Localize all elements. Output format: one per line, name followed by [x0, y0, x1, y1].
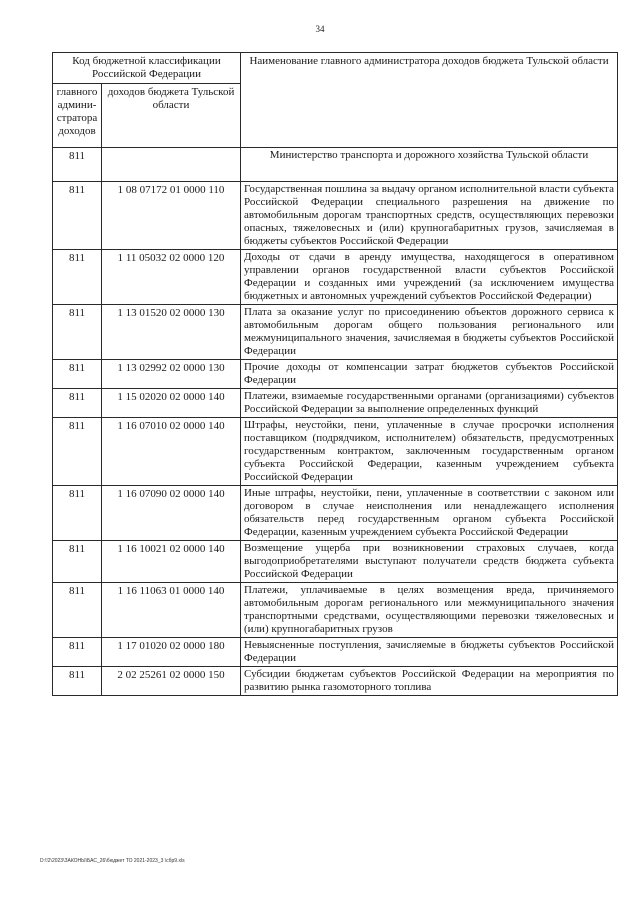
revenue-code-cell: 1 11 05032 02 0000 120 [102, 250, 241, 305]
table-row [53, 418, 618, 486]
section-row [53, 148, 618, 182]
revenue-name-cell: Возмещение ущерба при возникновении страховых случаев, когда выгодоприобретателями выступают получатели средств бюджета субъекта Российской Федерации [241, 541, 618, 583]
revenue-name-cell: Иные штрафы, неустойки, пени, уплаченные в соответствии с законом или договором в случае неисполнения или ненадлежащего исполнения обязательств перед государственным органом субъекта Российской Федерации, казенным учреждением субъекта Российской Федерации [241, 486, 618, 541]
admin-code-cell: 811 [53, 583, 102, 638]
revenue-code-cell: 1 16 07090 02 0000 140 [102, 486, 241, 541]
section-admin-code: 811 [53, 148, 102, 182]
admin-code-cell: 811 [53, 182, 102, 250]
revenue-code-header: доходов бюджета Тульской области [102, 84, 241, 148]
page-number: 34 [315, 24, 325, 34]
admin-code-cell: 811 [53, 389, 102, 418]
revenue-name-cell: Штрафы, неустойки, пени, уплаченные в случае просрочки исполнения поставщиком (подрядчиком, исполнителем) обязательств, предусмотренных государственным контрактом, заключенным государственным органом субъекта Российской Федерации, казенным учреждением субъекта Российской Федерации [241, 418, 618, 486]
revenue-code-cell: 1 13 02992 02 0000 130 [102, 360, 241, 389]
admin-code-header: главного админи-стратора доходов [53, 84, 102, 148]
admin-code-cell: 811 [53, 541, 102, 583]
revenue-name-cell: Доходы от сдачи в аренду имущества, находящегося в оперативном управлении органов государственной власти субъектов Российской Федерации и созданных ими учреждений (за исключением имущества бюджетных и автономных учреждений субъектов Российской Федерации) [241, 250, 618, 305]
revenue-code-cell: 1 13 01520 02 0000 130 [102, 305, 241, 360]
section-empty-cell [102, 148, 241, 182]
revenue-code-cell: 2 02 25261 02 0000 150 [102, 667, 241, 696]
table-row [53, 389, 618, 418]
revenue-name-cell: Субсидии бюджетам субъектов Российской Федерации на мероприятия по развитию рынка газомоторного топлива [241, 667, 618, 696]
budget-classification-table [52, 52, 618, 696]
admin-code-cell: 811 [53, 360, 102, 389]
admin-name-header: Наименование главного администратора доходов бюджета Тульской области [241, 53, 618, 148]
file-path-footer: D:\!2\2023\ЗАКОНЫ\БАС_26\бюджет ТО 2021-2023_3 \сбр9.xls [40, 858, 185, 864]
header-row-1 [53, 53, 618, 84]
revenue-code-cell: 1 16 07010 02 0000 140 [102, 418, 241, 486]
table-row [53, 583, 618, 638]
section-title: Министерство транспорта и дорожного хозяйства Тульской области [241, 148, 618, 182]
table-row [53, 182, 618, 250]
revenue-name-cell: Прочие доходы от компенсации затрат бюджетов субъектов Российской Федерации [241, 360, 618, 389]
revenue-name-cell: Государственная пошлина за выдачу органом исполнительной власти субъекта Российской Федерации специального разрешения на движение по автомобильным дорогам транспортных средств, осуществляющих перевозки опасных, тяжеловесных и (или) крупногабаритных грузов, зачисляемая в бюджеты субъектов Российской Федерации [241, 182, 618, 250]
revenue-name-cell: Платежи, уплачиваемые в целях возмещения вреда, причиняемого автомобильным дорогам регионального или межмуниципального значения транспортными средствами, осуществляющими перевозки тяжеловесных и (или) крупногабаритных грузов [241, 583, 618, 638]
table-row [53, 667, 618, 696]
code-group-header: Код бюджетной классификации Российской Федерации [53, 53, 241, 84]
revenue-code-cell: 1 15 02020 02 0000 140 [102, 389, 241, 418]
admin-code-cell: 811 [53, 638, 102, 667]
admin-code-cell: 811 [53, 667, 102, 696]
revenue-name-cell: Плата за оказание услуг по присоединению объектов дорожного сервиса к автомобильным дорогам общего пользования регионального или межмуниципального значения, зачисляемая в бюджеты субъектов Российской Федерации [241, 305, 618, 360]
admin-code-cell: 811 [53, 305, 102, 360]
admin-code-cell: 811 [53, 486, 102, 541]
revenue-name-cell: Невыясненные поступления, зачисляемые в бюджеты субъектов Российской Федерации [241, 638, 618, 667]
admin-code-cell: 811 [53, 250, 102, 305]
revenue-code-cell: 1 17 01020 02 0000 180 [102, 638, 241, 667]
table-row [53, 250, 618, 305]
revenue-name-cell: Платежи, взимаемые государственными органами (организациями) субъектов Российской Федерации за выполнение определенных функций [241, 389, 618, 418]
revenue-code-cell: 1 16 10021 02 0000 140 [102, 541, 241, 583]
table-row [53, 541, 618, 583]
admin-code-cell: 811 [53, 418, 102, 486]
table-row [53, 305, 618, 360]
table-row [53, 360, 618, 389]
revenue-code-cell: 1 08 07172 01 0000 110 [102, 182, 241, 250]
table-row [53, 486, 618, 541]
revenue-code-cell: 1 16 11063 01 0000 140 [102, 583, 241, 638]
table-row [53, 638, 618, 667]
